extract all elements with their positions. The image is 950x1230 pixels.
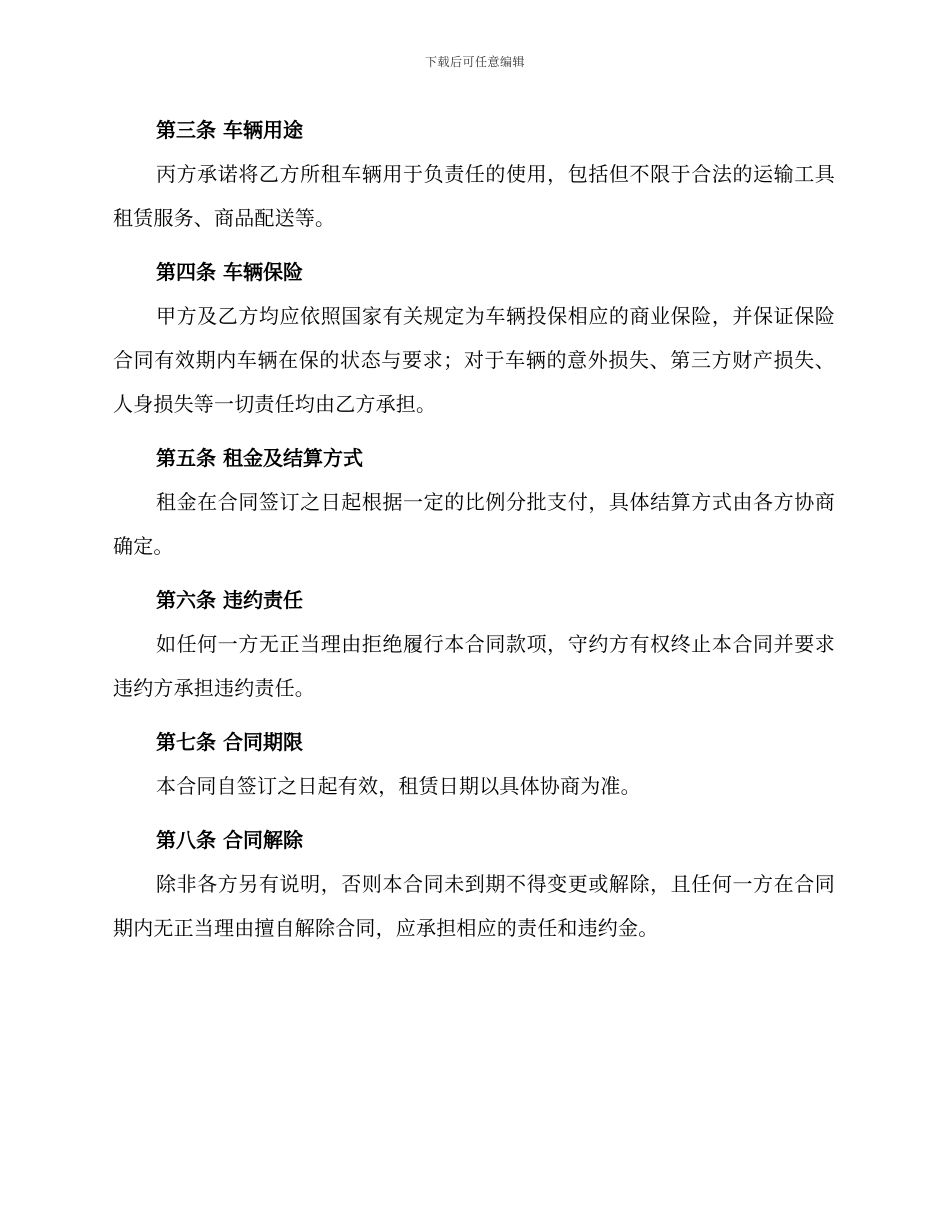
article-title: 第七条 合同期限 xyxy=(156,730,303,754)
article-8 xyxy=(113,818,835,950)
article-title: 第六条 违约责任 xyxy=(156,588,303,612)
article-5 xyxy=(113,436,835,568)
article-6 xyxy=(113,578,835,710)
article-body: 甲方及乙方均应依照国家有关规定为车辆投保相应的商业保险，并保证保险合同有效期内车辆在保的状态与要求；对于车辆的意外损失、第三方财产损失、人身损失等一切责任均由乙方承担。 xyxy=(113,304,835,416)
header-note: 下载后可任意编辑 xyxy=(424,55,525,69)
article-body: 租金在合同签订之日起根据一定的比例分批支付，具体结算方式由各方协商确定。 xyxy=(113,490,835,558)
article-body: 除非各方另有说明，否则本合同未到期不得变更或解除，且任何一方在合同期内无正当理由擅自解除合同，应承担相应的责任和违约金。 xyxy=(113,872,835,940)
article-body: 本合同自签订之日起有效，租赁日期以具体协商为准。 xyxy=(156,774,641,798)
article-3 xyxy=(113,108,835,240)
article-title: 第四条 车辆保险 xyxy=(156,260,303,284)
article-title: 第五条 租金及结算方式 xyxy=(156,446,363,470)
article-4 xyxy=(113,250,835,426)
article-body: 丙方承诺将乙方所租车辆用于负责任的使用，包括但不限于合法的运输工具租赁服务、商品配送等。 xyxy=(113,162,835,230)
article-title: 第三条 车辆用途 xyxy=(156,118,303,142)
article-body: 如任何一方无正当理由拒绝履行本合同款项，守约方有权终止本合同并要求违约方承担违约责任。 xyxy=(113,632,835,700)
article-title: 第八条 合同解除 xyxy=(156,828,303,852)
document-content xyxy=(113,108,835,960)
article-7 xyxy=(113,720,835,808)
